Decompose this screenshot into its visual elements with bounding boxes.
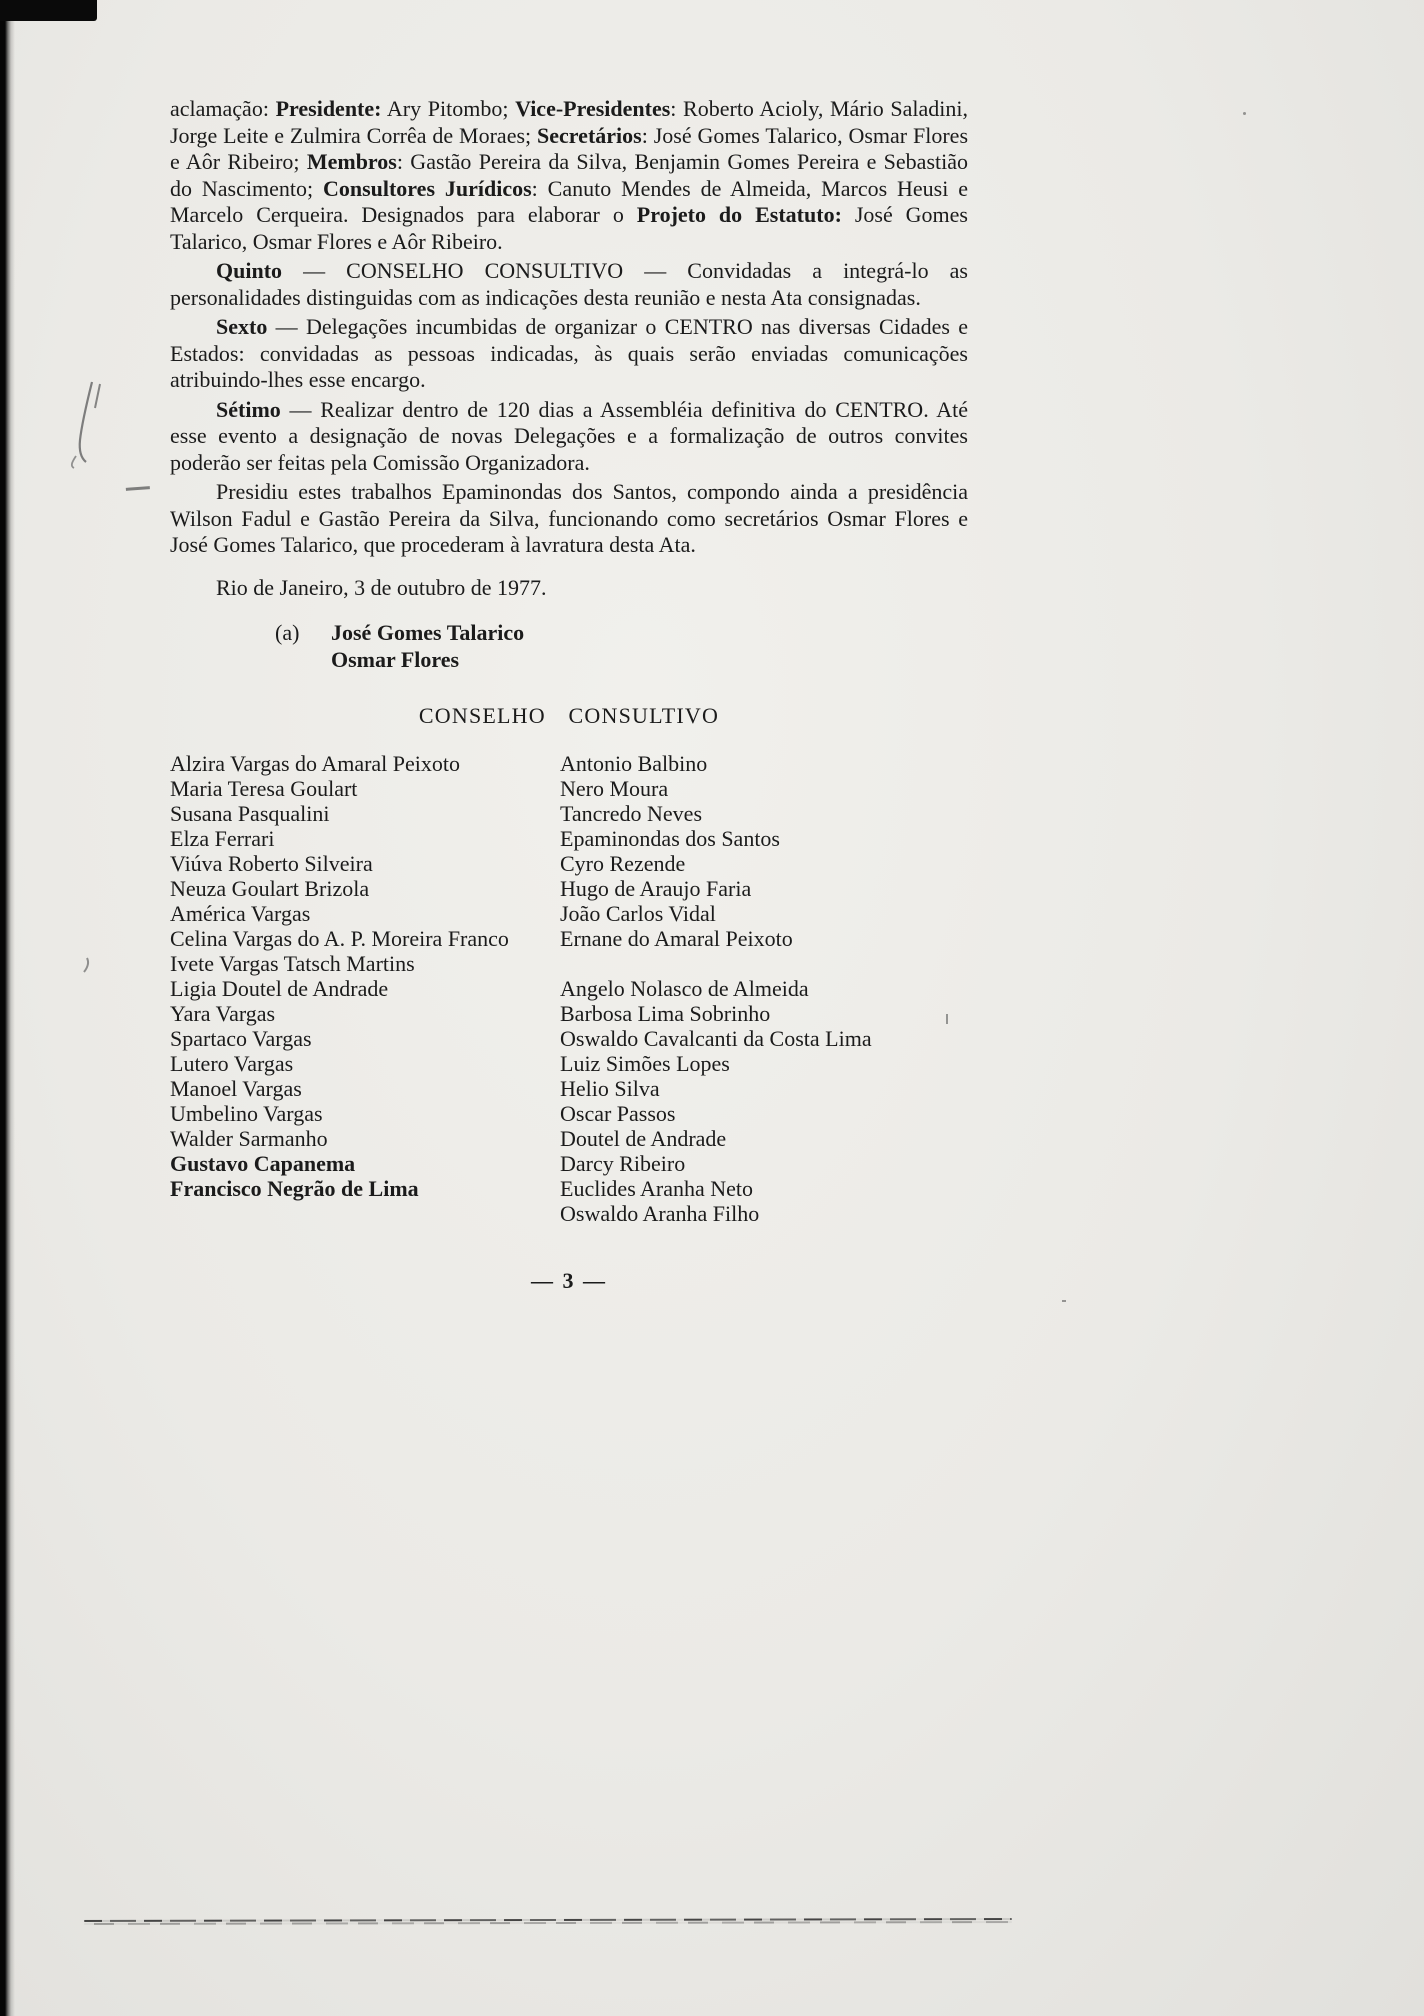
council-member: Alzira Vargas do Amaral Peixoto [170, 750, 461, 776]
council-member: Nero Moura [560, 775, 669, 801]
council-member: Helio Silva [560, 1075, 660, 1101]
paragraph [170, 479, 968, 559]
council-member: Doutel de Andrade [560, 1125, 727, 1151]
scan-scratch-line [84, 1918, 1012, 1927]
council-member: América Vargas [170, 900, 311, 926]
council-member: Ivete Vargas Tatsch Martins [170, 950, 415, 976]
scan-corner-mark [0, 0, 97, 21]
scan-speck [1243, 112, 1246, 115]
scan-edge-shadow [0, 0, 15, 2016]
bold-text-run: Consultores Jurídicos [322, 175, 532, 201]
council-member: João Carlos Vidal [560, 900, 716, 926]
council-member: Ligia Doutel de Andrade [170, 975, 389, 1001]
signature-marker: (a) [275, 619, 300, 645]
council-member: Elza Ferrari [170, 825, 275, 851]
bold-text-run: Secretários [537, 122, 642, 148]
council-member: Yara Vargas [170, 1000, 276, 1026]
bold-text-run: Quinto [216, 258, 283, 283]
paragraph [170, 397, 968, 477]
council-member: Viúva Roberto Silveira [170, 850, 373, 876]
council-member: Epaminondas dos Santos [560, 825, 780, 851]
council-member: Tancredo Neves [560, 800, 703, 826]
council-member: Neuza Goulart Brizola [170, 875, 370, 901]
bold-text-run: Vice-Presidentes [515, 96, 671, 121]
paragraph [170, 258, 968, 311]
council-member: Umbelino Vargas [170, 1100, 323, 1126]
text-run: : Roberto Acioly, Mário Saladini, Jorge Leite e Zulmira Corrêa de Moraes; [170, 96, 968, 148]
council-member: Lutero Vargas [170, 1050, 294, 1076]
text-run: Presidiu estes trabalhos Epaminondas dos Santos, compondo ainda a presidência Wilson Fadul e Gastão Pereira da Silva, funcionando como secretários Osmar Flores e José Gomes Talarico, que procederam à lavratura desta Ata. [170, 479, 968, 557]
council-columns [170, 751, 968, 1226]
text-run: José Gomes Talarico, Osmar Flores e Aôr Ribeiro. [170, 202, 968, 254]
document-content [170, 96, 968, 1294]
council-member: Cyro Rezende [560, 850, 686, 876]
handwritten-comma-mark [80, 956, 94, 974]
text-run: : Canuto Mendes de Almeida, Marcos Heusi e Marcelo Cerqueira. Designados para elaborar o [170, 175, 968, 227]
bold-text-run: Sétimo [216, 396, 281, 422]
paragraphs-block [170, 96, 968, 559]
page-number: — 3 — [531, 1267, 607, 1293]
text-run: Ary Pitombo; [381, 96, 516, 121]
council-member: Ernane do Amaral Peixoto [560, 925, 793, 951]
text-run: — CONSELHO CONSULTIVO — Convidadas a integrá-lo as personalidades distinguidas com as indicações desta reunião e nesta Ata consignadas. [170, 258, 968, 310]
council-member: Gustavo Capanema [170, 1150, 356, 1176]
bold-text-run: Membros [306, 149, 397, 174]
text-run: : Gastão Pereira da Silva, Benjamin Gomes Pereira e Sebastião do Nascimento; [170, 149, 968, 201]
signature-name: José Gomes Talarico [331, 619, 525, 645]
council-member: Barbosa Lima Sobrinho [560, 1000, 771, 1026]
council-member: Maria Teresa Goulart [170, 775, 358, 801]
council-member: Hugo de Araujo Faria [560, 875, 752, 901]
council-member: Spartaco Vargas [170, 1025, 312, 1051]
scan-speck [1062, 1300, 1066, 1302]
text-run: aclamação: [170, 96, 276, 121]
council-title: CONSELHO CONSULTIVO [418, 702, 720, 728]
council-member: Euclides Aranha Neto [560, 1175, 754, 1201]
council-member: Manoel Vargas [170, 1075, 302, 1101]
council-member: Angelo Nolasco de Almeida [560, 975, 809, 1001]
council-right-column [560, 751, 968, 1226]
bold-text-run: Sexto [216, 314, 268, 339]
council-member: Oswaldo Cavalcanti da Costa Lima [560, 1025, 872, 1051]
council-member: Luiz Simões Lopes [560, 1050, 730, 1076]
paragraph [170, 314, 968, 394]
bold-text-run: Projeto do Estatuto: [636, 202, 842, 227]
council-member: Antonio Balbino [560, 750, 708, 776]
signature-block [275, 619, 968, 673]
council-member: Darcy Ribeiro [560, 1150, 686, 1176]
handwritten-margin-dash [126, 486, 150, 495]
signature-name: Osmar Flores [331, 646, 460, 672]
bold-text-run: Presidente: [275, 96, 382, 121]
handwritten-margin-scribble [62, 378, 114, 470]
council-member: Walder Sarmanho [170, 1125, 328, 1151]
text-run: — Realizar dentro de 120 dias a Assembléia definitiva do CENTRO. Até esse evento a designação de novas Delegações e a formalização de outros convites poderão ser feitas pela Comissão Organizadora. [170, 396, 968, 475]
council-member: Francisco Negrão de Lima [170, 1175, 419, 1201]
text-run: — Delegações incumbidas de organizar o CENTRO nas diversas Cidades e Estados: convidadas as pessoas indicadas, às quais serão enviadas comunicações atribuindo-lhes esse encargo. [170, 314, 968, 392]
council-member: Susana Pasqualini [170, 800, 330, 826]
council-member: Oscar Passos [560, 1100, 676, 1126]
paragraph [170, 96, 968, 255]
council-left-column [170, 751, 560, 1226]
council-member: Celina Vargas do A. P. Moreira Franco [170, 925, 509, 951]
council-member: Oswaldo Aranha Filho [560, 1200, 760, 1226]
text-run: : José Gomes Talarico, Osmar Flores e Aôr Ribeiro; [170, 122, 969, 174]
dateline: Rio de Janeiro, 3 de outubro de 1977. [216, 574, 547, 600]
signature-names [331, 619, 524, 673]
